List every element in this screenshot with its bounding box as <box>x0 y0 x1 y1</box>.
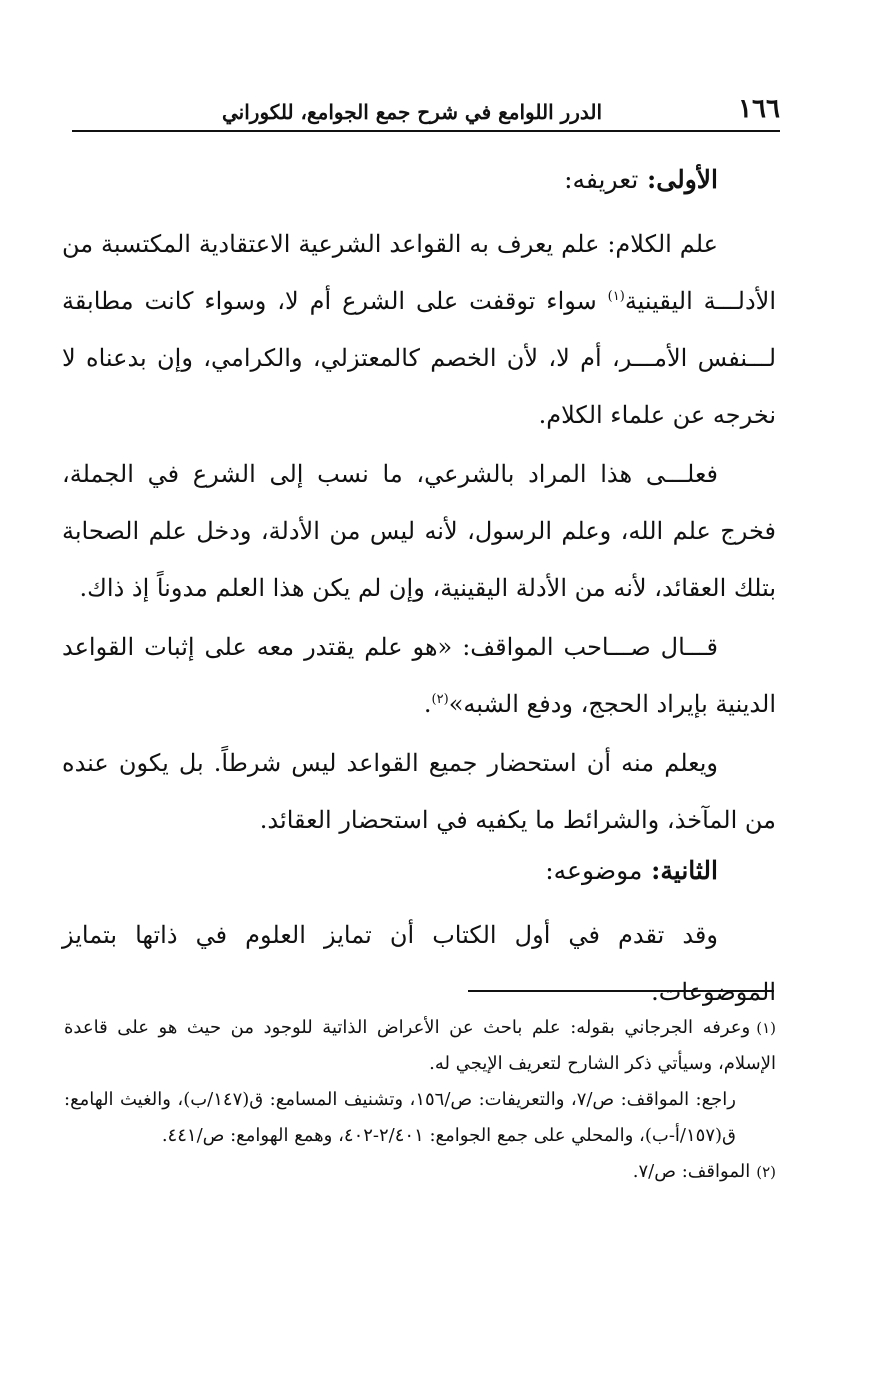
footnote-text: راجع: المواقف: ص/٧، والتعريفات: ص/١٥٦، وتشنيف المسامع: ق(١٤٧/ب)، والغيث الهامع: ق(١٥٧/أ-ب)، والمحلي على جمع الجوامع: ٢/٤٠١-٤٠٢، وهمع الهوامع: ص/٤٤١. <box>64 1089 737 1146</box>
paragraph-conclusion <box>62 735 776 849</box>
footnote-marker: (٢) <box>756 1163 776 1181</box>
paragraph-subject <box>62 907 776 1021</box>
paragraph-text: قـــال صـــاحب المواقف: «هو علم يقتدر معه على إثبات القواعد الدينية بإيراد الحجج، ودفع الشبه» <box>62 633 776 718</box>
footnote-reference: (١) <box>607 289 625 304</box>
footnote-1 <box>64 1010 776 1082</box>
footnote-text: وعرفه الجرجاني بقوله: علم باحث عن الأعراض الذاتية للوجود من حيث هو على قاعدة الإسلام، وسيأتي ذكر الشارح لتعريف الإيجي له. <box>64 1017 776 1074</box>
paragraph-text: ويعلم منه أن استحضار جميع القواعد ليس شرطاً. بل يكون عنده من المآخذ، والشرائط ما يكفيه في استحضار العقائد. <box>62 749 776 834</box>
paragraph-shari-meaning <box>62 446 776 617</box>
footnote-1-references <box>64 1082 776 1154</box>
running-title: الدرر اللوامع في شرح جمع الجوامع، للكوراني <box>222 100 603 124</box>
paragraph-text: . <box>423 690 432 718</box>
footnote-reference: (٢) <box>431 692 449 707</box>
section-heading-subject <box>62 851 776 891</box>
page-number: ١٦٦ <box>738 94 780 124</box>
paragraph-text: سواء توقفت على الشرع أم لا، وسواء كانت مطابقة لـــنفس الأمـــر، أم لا، لأن الخصم كالمعتزلي، والكرامي، وإن بدعناه لا نخرجه عن علماء الكلام. <box>62 287 776 429</box>
section-heading-lead: الثانية: <box>651 856 718 885</box>
page-header <box>72 92 780 132</box>
section-heading-definition <box>62 160 776 200</box>
section-heading-title: تعريفه: <box>564 165 639 194</box>
paragraph-mawaqif-quote <box>62 619 776 733</box>
paragraph-text: علم الكلام: علم يعرف به القواعد الشرعية الاعتقادية المكتسبة من الأدلـــة اليقينية <box>62 230 776 315</box>
main-text <box>62 160 776 1023</box>
paragraph-text: وقد تقدم في أول الكتاب أن تمايز العلوم في ذاتها بتمايز الموضوعات. <box>62 921 776 1006</box>
footnote-marker: (١) <box>756 1019 776 1037</box>
footnote-text: المواقف: ص/٧. <box>632 1161 751 1182</box>
section-heading-title: موضوعه: <box>545 856 643 885</box>
paragraph-text: فعلـــى هذا المراد بالشرعي، ما نسب إلى الشرع في الجملة، فخرج علم الله، وعلم الرسول، لأنه ليس من الأدلة، ودخل علم الصحابة بتلك العقائد، لأنه من الأدلة اليقينية، وإن لم يكن هذا العلم مدوناً إذ ذاك. <box>62 460 776 602</box>
footnote-divider <box>468 990 774 992</box>
footnote-2 <box>64 1154 776 1190</box>
footnotes <box>64 1010 776 1190</box>
section-heading-lead: الأولى: <box>647 165 718 194</box>
paragraph-definition <box>62 216 776 444</box>
